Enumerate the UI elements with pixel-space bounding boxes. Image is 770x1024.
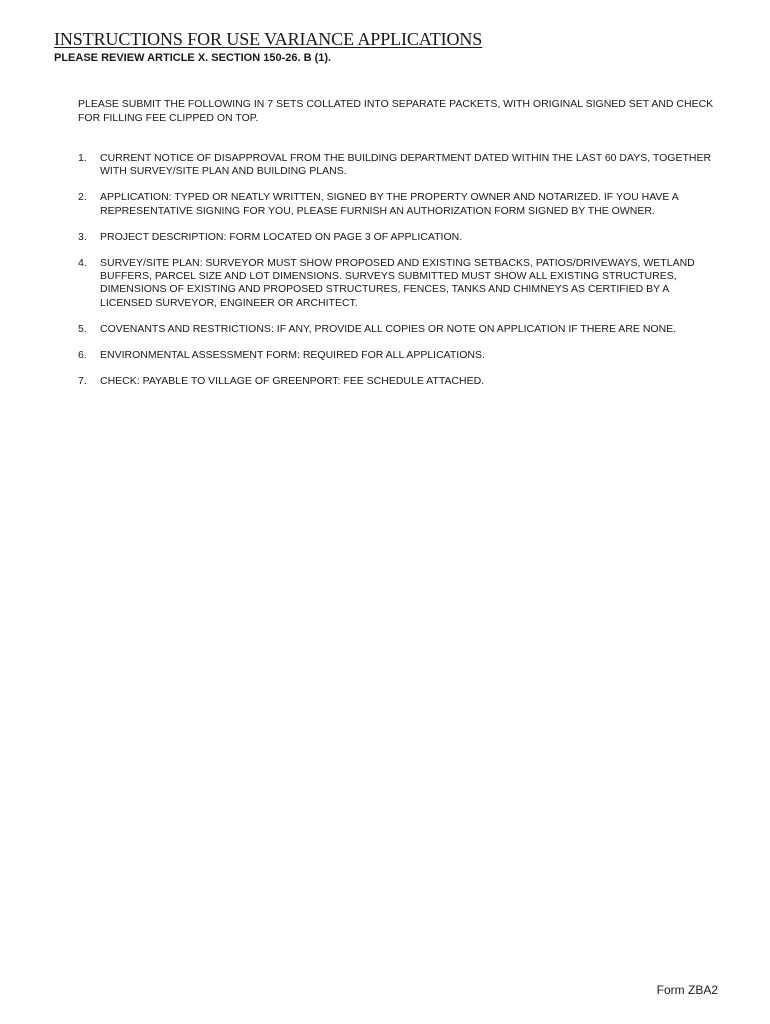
list-item-text: APPLICATION: TYPED OR NEATLY WRITTEN, SIGNED BY THE PROPERTY OWNER AND NOTARIZED. IF YOU HAVE A REPRESENTATIVE SIGNING FOR YOU, PLEASE FURNISH AN AUTHORIZATION FORM SIGNED BY THE OWNER. xyxy=(100,191,679,217)
list-item xyxy=(78,323,718,336)
form-id-footer: Form ZBA2 xyxy=(656,983,718,997)
list-item-text: PROJECT DESCRIPTION: FORM LOCATED ON PAGE 3 OF APPLICATION. xyxy=(100,230,463,243)
intro-paragraph: PLEASE SUBMIT THE FOLLOWING IN 7 SETS COLLATED INTO SEPARATE PACKETS, WITH ORIGINAL SIGNED SET AND CHECK FOR FILLING FEE CLIPPED ON TOP. xyxy=(78,98,714,124)
list-item-number: 2. xyxy=(78,191,87,204)
list-item xyxy=(78,152,718,178)
list-item-number: 4. xyxy=(78,257,87,270)
list-item-text: CHECK: PAYABLE TO VILLAGE OF GREENPORT: FEE SCHEDULE ATTACHED. xyxy=(100,375,485,388)
list-item-number: 7. xyxy=(78,375,87,388)
list-item xyxy=(78,231,718,244)
list-item-number: 3. xyxy=(78,230,87,243)
list-item-number: 1. xyxy=(78,152,87,164)
list-item-text: COVENANTS AND RESTRICTIONS: IF ANY, PROVIDE ALL COPIES OR NOTE ON APPLICATION IF THERE ARE NONE. xyxy=(100,322,677,335)
document-title: INSTRUCTIONS FOR USE VARIANCE APPLICATIONS xyxy=(54,29,483,49)
document-subtitle: PLEASE REVIEW ARTICLE X. SECTION 150-26. B (1). xyxy=(54,52,332,64)
instructions-list xyxy=(78,152,718,401)
list-item-number: 6. xyxy=(78,349,87,362)
list-item-text: CURRENT NOTICE OF DISAPPROVAL FROM THE BUILDING DEPARTMENT DATED WITHIN THE LAST 60 DAYS, TOGETHER WITH SURVEY/SITE PLAN AND BUILDING PLANS. xyxy=(100,152,712,178)
list-item-number: 5. xyxy=(78,322,87,335)
list-item xyxy=(78,375,718,388)
list-item xyxy=(78,349,718,362)
list-item xyxy=(78,191,718,217)
list-item-text: ENVIRONMENTAL ASSESSMENT FORM: REQUIRED FOR ALL APPLICATIONS. xyxy=(100,349,485,362)
list-item-text: SURVEY/SITE PLAN: SURVEYOR MUST SHOW PROPOSED AND EXISTING SETBACKS, PATIOS/DRIVEWAYS, WETLAND BUFFERS, PARCEL SIZE AND LOT DIMENSIONS. SURVEYS SUBMITTED MUST SHOW ALL EXISTING STRUCTURES, DIMENSIONS OF EXISTING AND PROPOSED STRUCTURES, FENCES, TANKS AND CHIMNEYS AS CERTIFIED BY A LICENSED SURVEYOR, ENGINEER OR ARCHITECT. xyxy=(100,257,695,309)
list-item xyxy=(78,257,718,310)
